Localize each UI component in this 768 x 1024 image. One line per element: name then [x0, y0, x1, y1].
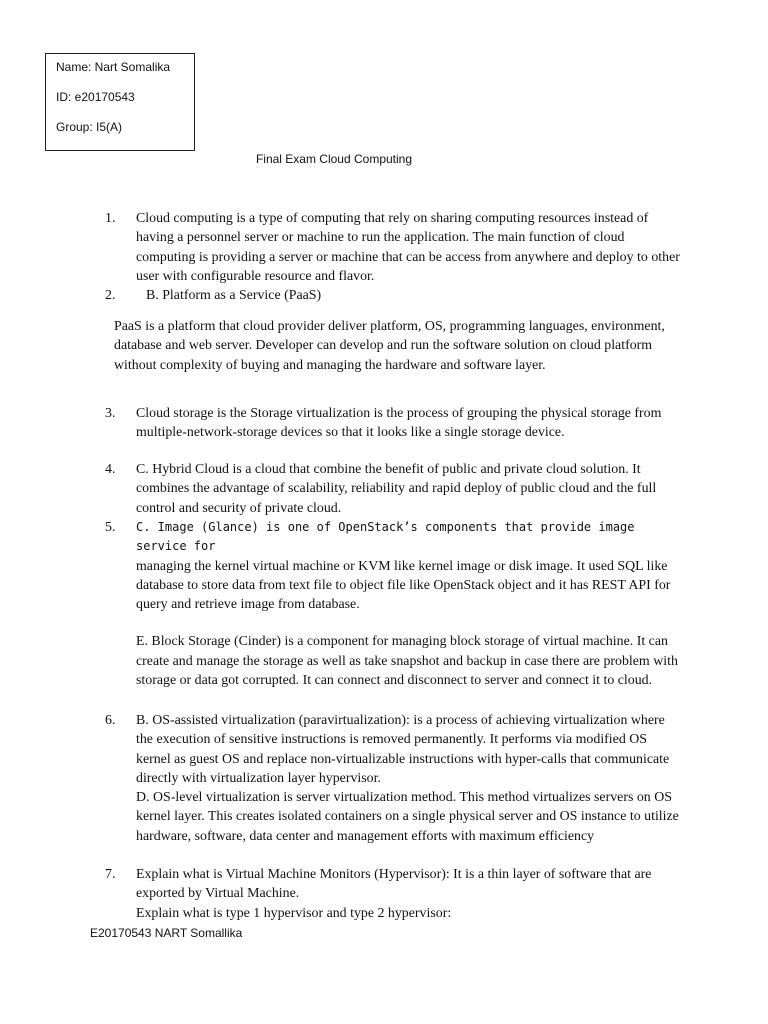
item-number: 7. [105, 867, 116, 882]
student-id: ID: e20170543 [56, 90, 135, 104]
page-footer: E20170543 NART Somallika [90, 926, 243, 940]
answer-text: B. OS-assisted virtualization (paravirtualization): is a process of achieving virtualization where the execution of sensitive instructions is removed permanently. It performs via modified OS kernel as guest OS and replace non-virtualizable instructions with hyper-calls that communicate directly with virtualization layer hypervisor. [136, 713, 670, 786]
student-name: Name: Nart Somalika [56, 60, 171, 74]
item-number: 1. [105, 211, 116, 226]
student-group: Group: I5(A) [56, 120, 123, 134]
paragraph-text: PaaS is a platform that cloud provider deliver platform, OS, programming languages, environment, database and web server. Developer can develop and run the software solution on cloud platform without complexity of buying and managing the hardware and software layer. [114, 319, 665, 373]
answer-text: C. Hybrid Cloud is a cloud that combine the benefit of public and private cloud solution. It combines the advantage of scalability, reliability and rapid deploy of public cloud and the full control and security of private cloud. [136, 462, 657, 516]
document-title: Final Exam Cloud Computing [255, 152, 413, 166]
answer-text-os-level: D. OS-level virtualization is server virtualization method. This method virtualizes servers on OS kernel layer. This creates isolated containers on a single physical server and OS instance to utilize hardware, software, data center and management efforts with maximum efficiency [136, 790, 679, 844]
answer-lead: C. Image (Glance) is one of OpenStack’s components that provide image service for [136, 520, 635, 554]
answer-text-block-storage: E. Block Storage (Cinder) is a component for managing block storage of virtual machine. It can create and manage the storage as well as take snapshot and backup in case there are problem with storage or data got corrupted. It can connect and disconnect to server and connect it to cloud. [136, 634, 678, 689]
answer-text: Cloud storage is the Storage virtualization is the process of grouping the physical storage from multiple-network-storage devices so that it looks like a single storage device. [136, 406, 662, 441]
item-number: 5. [105, 520, 116, 535]
answer-text: Cloud computing is a type of computing that rely on sharing computing resources instead of having a personnel server or machine to run the application. The main function of cloud computing is providing a server or machine that can be access from anywhere and deploy to other user with configurable resource and flavor. [136, 211, 680, 284]
item-number: 3. [105, 406, 116, 421]
answer-text: managing the kernel virtual machine or KVM like kernel image or disk image. It used SQL like database to store data from text file to object file like OpenStack object and it has REST API for query and retrieve image from database. [136, 558, 671, 613]
item-number: 2. [105, 288, 116, 303]
answer-text: Explain what is Virtual Machine Monitors (Hypervisor): It is a thin layer of software that are exported by Virtual Machine. [136, 867, 652, 902]
answer-text-hypervisor-types: Explain what is type 1 hypervisor and type 2 hypervisor: [136, 905, 452, 921]
item-number: 6. [105, 713, 116, 728]
answer-text: B. Platform as a Service (PaaS) [146, 288, 322, 303]
item-number: 4. [105, 462, 116, 477]
paas-paragraph [114, 317, 674, 375]
student-info-box [45, 53, 195, 151]
